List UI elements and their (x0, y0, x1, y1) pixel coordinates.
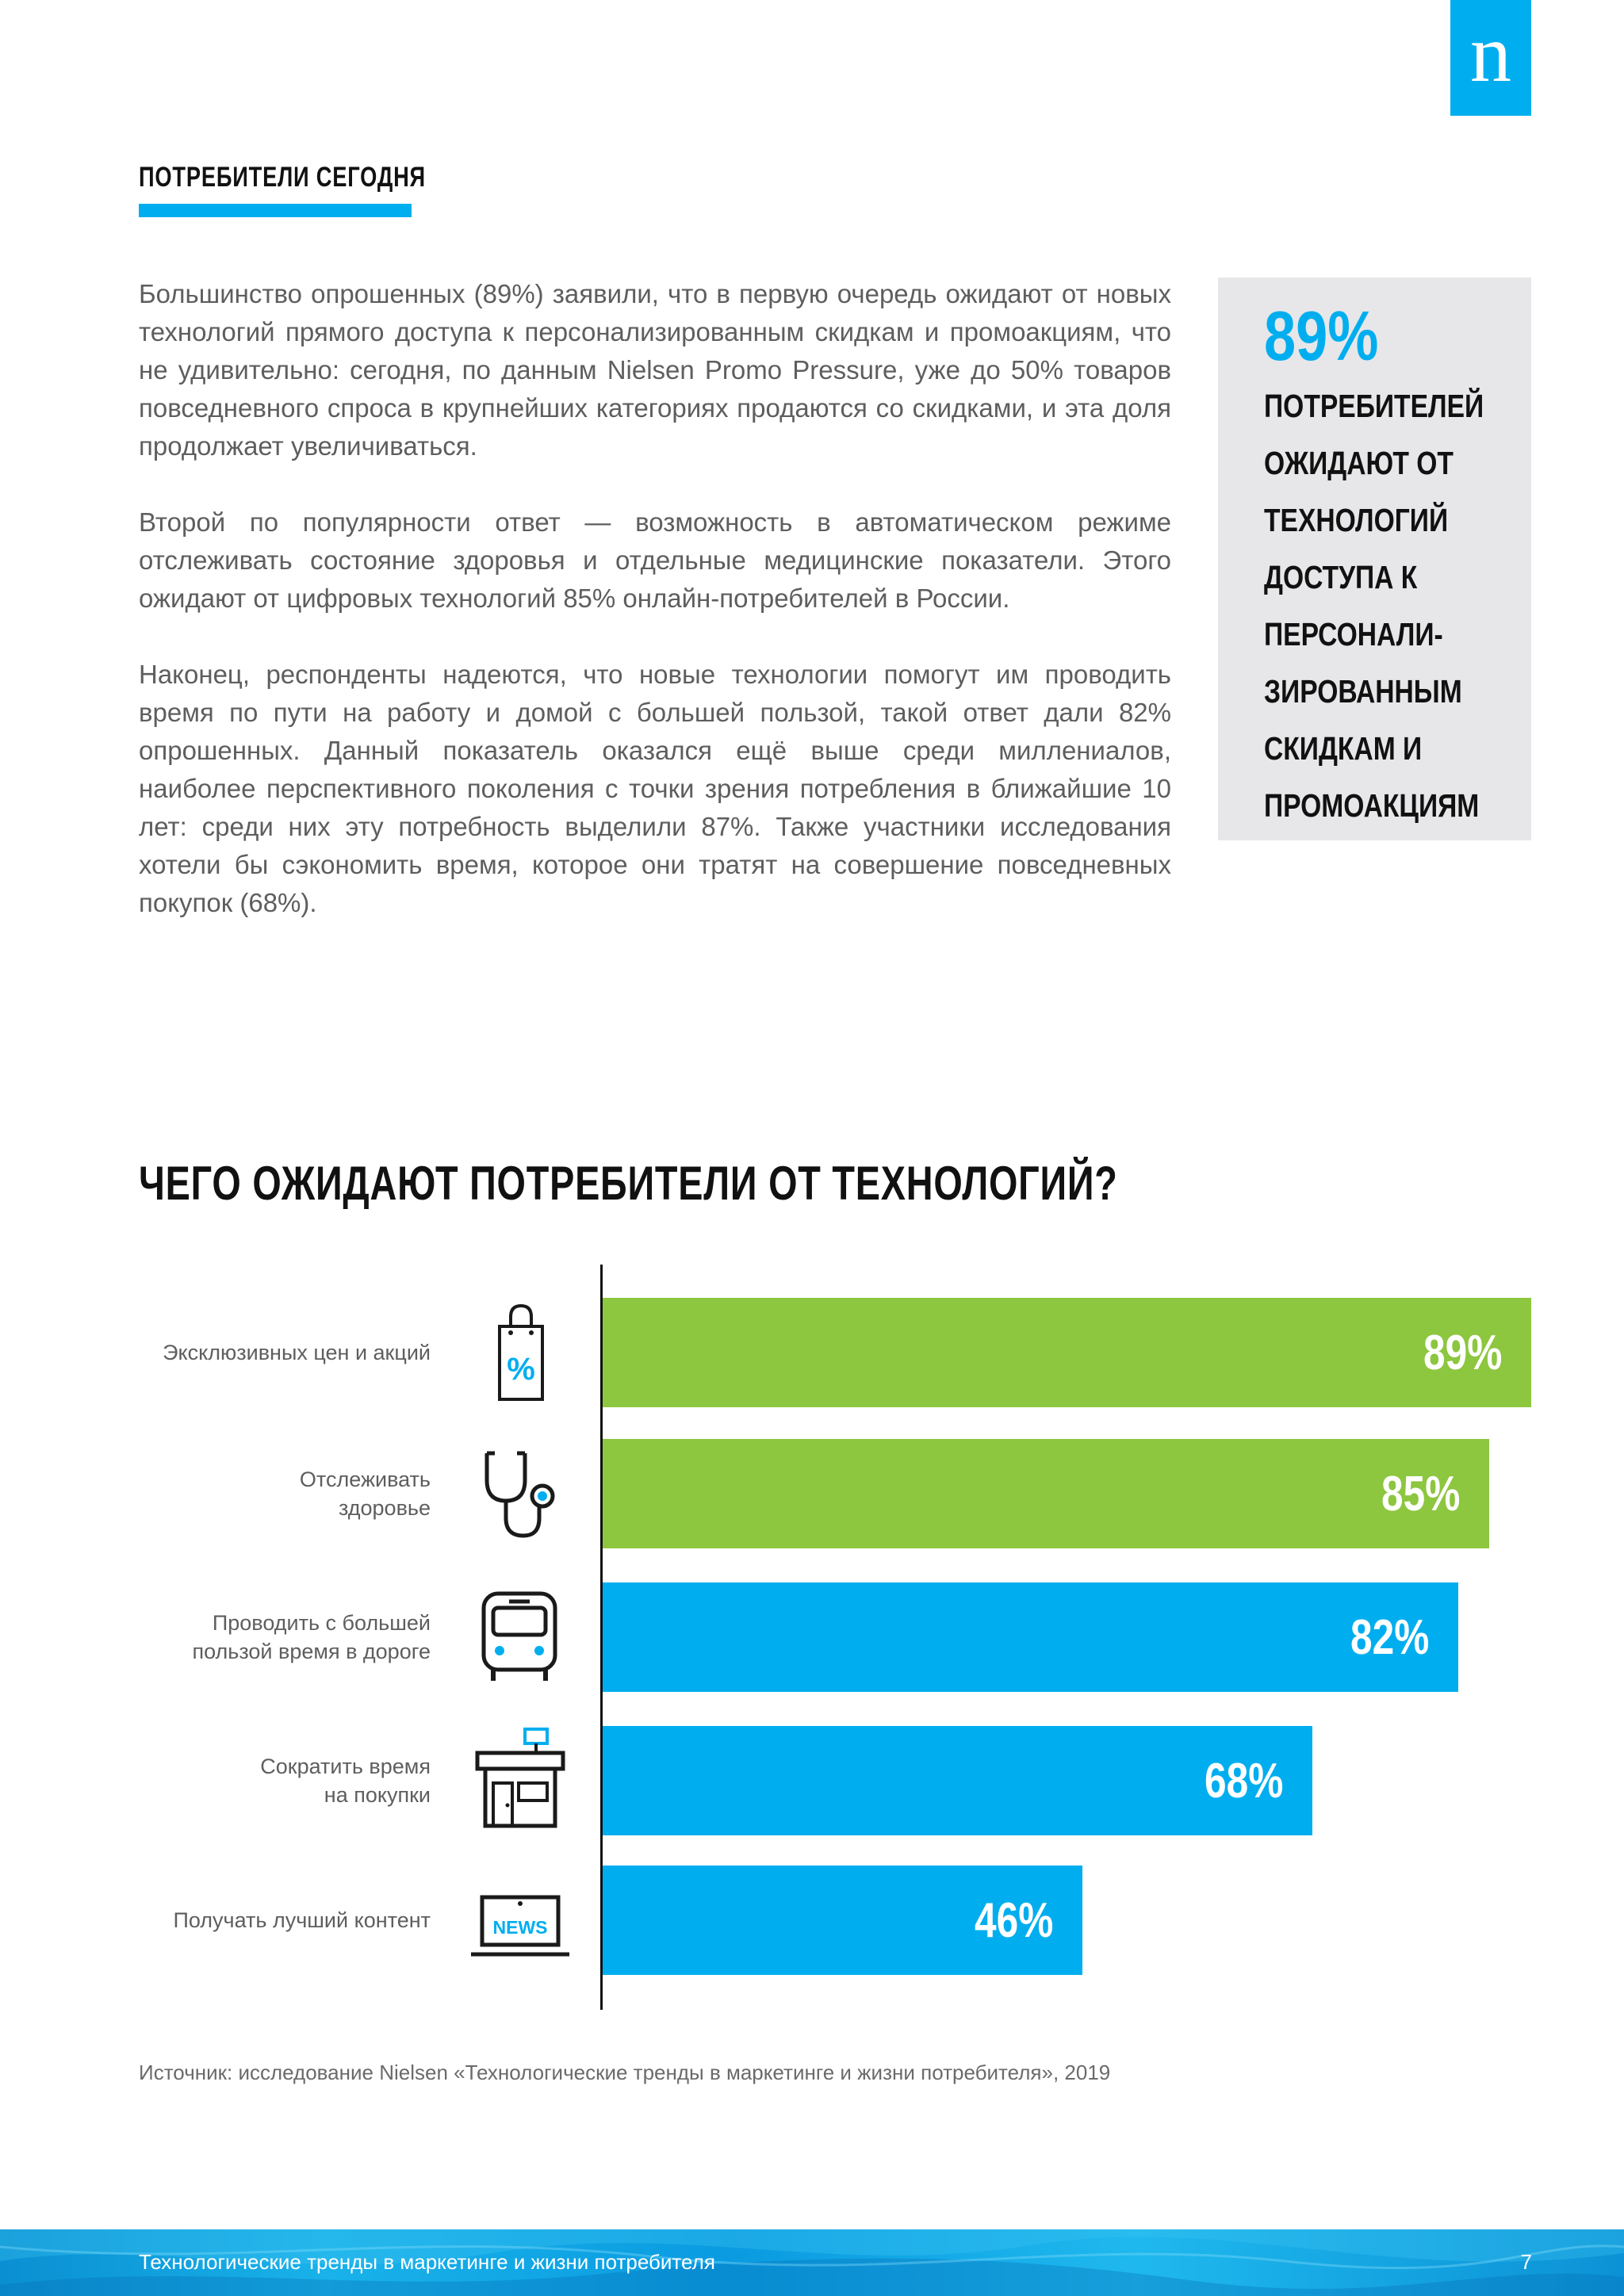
body-paragraph: Большинство опрошенных (89%) заявили, что в первую очередь ожидают от новых технологий прямого доступа к персонализированным скидкам и промоакциям, что не удивительно: сегодня, по данным Nielsen Promo Pressure, уже до 50% товаров повседневного спроса в крупнейших категориях продаются со скидками, и эта доля продолжает увеличиваться. (139, 279, 1171, 461)
bus-icon (469, 1582, 573, 1692)
callout-text: ПОТРЕБИТЕЛЕЙ ОЖИДАЮТ ОТ ТЕХНОЛОГИЙ ДОСТУПА К ПЕРСОНАЛИ- ЗИРОВАННЫМ СКИДКАМ И ПРОМОАКЦИЯМ (1264, 388, 1484, 824)
chart-title: ЧЕГО ОЖИДАЮТ ПОТРЕБИТЕЛИ ОТ ТЕХНОЛОГИЙ? (139, 1157, 1118, 1210)
stethoscope-icon (469, 1439, 573, 1548)
shopping-bag-percent-icon (469, 1298, 573, 1407)
chart-category-label: Отслеживать здоровье (299, 1468, 431, 1520)
footer-band (0, 2229, 1624, 2296)
chart-row (0, 1582, 1624, 1692)
chart-row (0, 1726, 1624, 1835)
callout-box (1218, 277, 1531, 840)
page-number: 7 (1520, 2250, 1532, 2274)
chart-row (0, 1866, 1624, 1975)
store-icon (469, 1726, 573, 1835)
source-note: Источник: исследование Nielsen «Технологические тренды в маркетинге и жизни потребителя», 2019 (139, 2061, 1111, 2084)
chart-category-label: Сократить время на покупки (260, 1755, 431, 1807)
nielsen-logo (1450, 0, 1531, 116)
body-paragraph: Наконец, респонденты надеются, что новые технологии помогут им проводить время по пути на работу и домой с большей пользой, такой ответ дали 82% опрошенных. Данный показатель оказался ещё выше среди миллениалов, наиболее перспективного поколения с точки зрения потребления в ближайшие 10 лет: среди них эту потребность выделили 87%. Также участники исследования хотели бы сэкономить время, которое они тратят на совершение повседневных покупок (68%). (139, 660, 1171, 917)
bar-value-label: 46% (975, 1892, 1054, 1948)
callout-number: 89% (1264, 297, 1379, 375)
bar-value-label: 89% (1423, 1325, 1503, 1380)
chart-row (0, 1439, 1624, 1548)
bar-value-label: 82% (1350, 1609, 1430, 1665)
news-laptop-icon (469, 1866, 573, 1975)
chart-bar (603, 1439, 1489, 1548)
chart-bar (603, 1582, 1458, 1692)
bar-value-label: 85% (1381, 1466, 1461, 1521)
chart-category-label: Эксклюзивных цен и акций (163, 1341, 431, 1364)
chart-bar (603, 1298, 1531, 1407)
chart-bar (603, 1866, 1082, 1975)
news-glyph: NEWS (492, 1917, 548, 1938)
chart-category-label: Проводить с большей пользой время в дороге (192, 1611, 431, 1663)
section-underline (139, 204, 412, 217)
section-label: ПОТРЕБИТЕЛИ СЕГОДНЯ (139, 162, 426, 193)
footer-title: Технологические тренды в маркетинге и жизни потребителя (139, 2250, 715, 2274)
logo-letter: n (1470, 8, 1511, 99)
chart-row (0, 1298, 1624, 1407)
chart-bar (603, 1726, 1312, 1835)
body-paragraph: Второй по популярности ответ — возможность в автоматическом режиме отслеживать состояние здоровья и отдельные медицинские показатели. Этого ожидают от цифровых технологий 85% онлайн-потребителей в России. (139, 507, 1171, 613)
percent-glyph: % (507, 1352, 535, 1387)
chart-category-label: Получать лучший контент (173, 1908, 431, 1932)
body-text (139, 275, 1171, 960)
bar-chart (0, 1265, 1624, 2010)
bar-value-label: 68% (1204, 1753, 1283, 1808)
